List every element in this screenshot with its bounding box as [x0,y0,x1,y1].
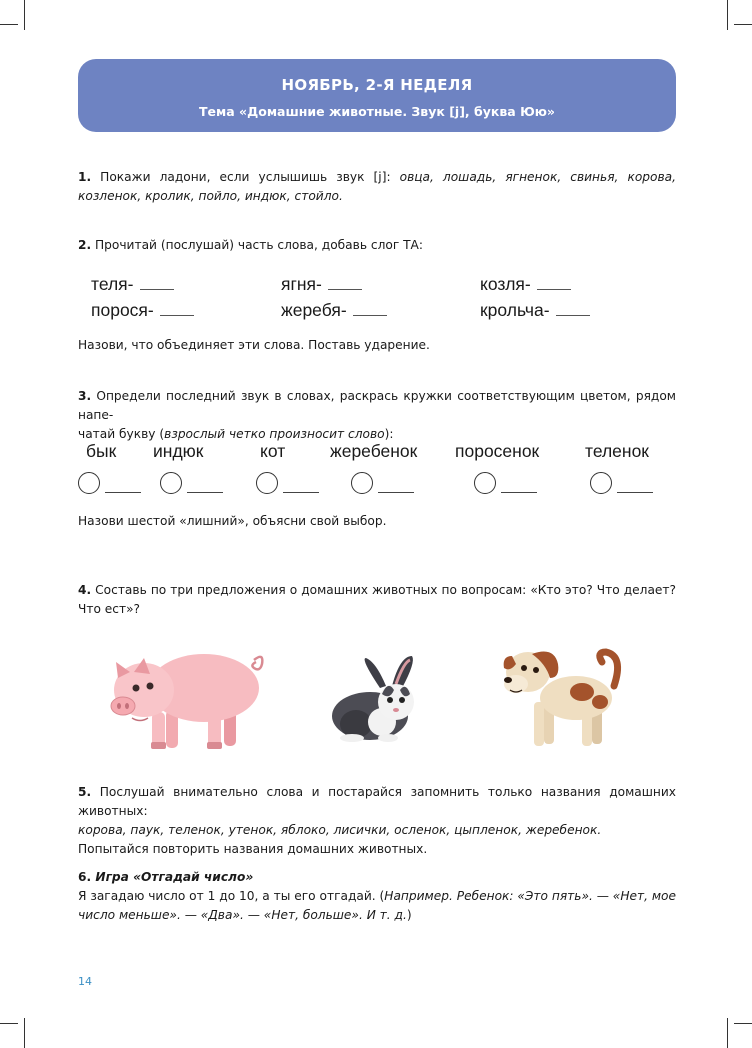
header-title: НОЯБРЬ, 2-Я НЕДЕЛЯ [281,76,473,94]
color-circle[interactable] [160,472,182,494]
letter-blank[interactable] [283,492,319,493]
task-1 [78,168,676,206]
task-4-number: 4. [78,583,92,597]
task-2-number: 2. [78,238,92,252]
answer-blank[interactable] [328,288,362,290]
task-5-words: корова, паук, теленок, утенок, яблоко, лисички, осленок, цыпленок, жеребенок. [78,823,602,837]
word-fill-item: козля- [480,274,571,295]
color-circle[interactable] [474,472,496,494]
rabbit-illustration [326,654,422,744]
task-1-number: 1. [78,170,92,184]
task-6: 6. Игра «Отгадай число» Я загадаю число от 1 до 10, а ты его отгадай. (Например. Ребенок: «Это пять». — «Нет, мое число меньше». — «Два». — «Нет, больше». И т. д.) [78,870,677,922]
task-2 [78,236,676,255]
task-3-number: 3. [78,389,92,403]
letter-blank[interactable] [105,492,141,493]
answer-blank[interactable] [160,314,194,316]
word-fill-item: жеребя- [281,300,387,321]
task-5: 5. Послушай внимательно слова и постарайся запомнить только названия домашних животных: корова, паук, теленок, утенок, яблоко, лисички, осленок, цыпленок, жеребенок. Попытайся повторить названия домашних животных. [78,785,676,856]
crop-mark [0,1023,18,1024]
crop-mark [24,1018,25,1048]
task-4: 4. Составь по три предложения о домашних животных по вопросам: «Кто это? Что делает? Что ест»? [78,583,676,616]
color-circle[interactable] [78,472,100,494]
task-5-note: Попытайся повторить названия домашних животных. [78,842,428,856]
task-3-word: теленок [585,441,649,461]
color-circle[interactable] [590,472,612,494]
task-3-word: кот [260,441,286,461]
task-5-number: 5. [78,785,92,799]
header-banner [78,59,676,132]
crop-mark [24,0,25,30]
task-2-note: Назови, что объединяет эти слова. Поставь ударение. [78,338,430,352]
letter-blank[interactable] [617,492,653,493]
task-6-title: Игра «Отгадай число» [91,870,254,884]
header-subtitle: Тема «Домашние животные. Звук [j], буква Юю» [199,104,555,119]
color-circle[interactable] [256,472,278,494]
crop-mark [734,24,752,25]
task-6-number: 6. [78,870,92,884]
crop-mark [727,1018,728,1048]
answer-blank[interactable] [556,314,590,316]
letter-blank[interactable] [378,492,414,493]
crop-mark [734,1023,752,1024]
dog-illustration [496,640,636,752]
word-fill-item: порося- [91,300,194,321]
page-number: 14 [78,975,92,988]
task-3-note: Назови шестой «лишний», объясни свой выбор. [78,514,387,528]
task-1-words: овца, лошадь, ягненок, свинья, корова, козленок, кролик, пойло, индюк, стойло. [78,170,676,203]
task-2-text: Прочитай (послушай) часть слова, добавь слог ТА: [91,238,423,252]
task-3-word: жеребенок [330,441,418,461]
task-1-text: Покажи ладони, если услышишь звук [j]: [91,170,400,184]
task-3-word: бык [86,441,117,461]
word-fill-item: ягня- [281,274,362,295]
answer-blank[interactable] [353,314,387,316]
crop-mark [0,24,18,25]
answer-blank[interactable] [140,288,174,290]
letter-blank[interactable] [187,492,223,493]
pig-illustration [104,640,266,755]
answer-blank[interactable] [537,288,571,290]
task-3-word: индюк [153,441,204,461]
crop-mark [727,0,728,30]
task-3: 3. Определи последний звук в словах, раскрась кружки соответствующим цветом, рядом напе- чатай букву (взрослый четко произносит слово): [78,389,676,441]
letter-blank[interactable] [501,492,537,493]
word-fill-item: крольча- [480,300,590,321]
word-fill-item: теля- [91,274,174,295]
task-3-word: поросенок [455,441,540,461]
color-circle[interactable] [351,472,373,494]
